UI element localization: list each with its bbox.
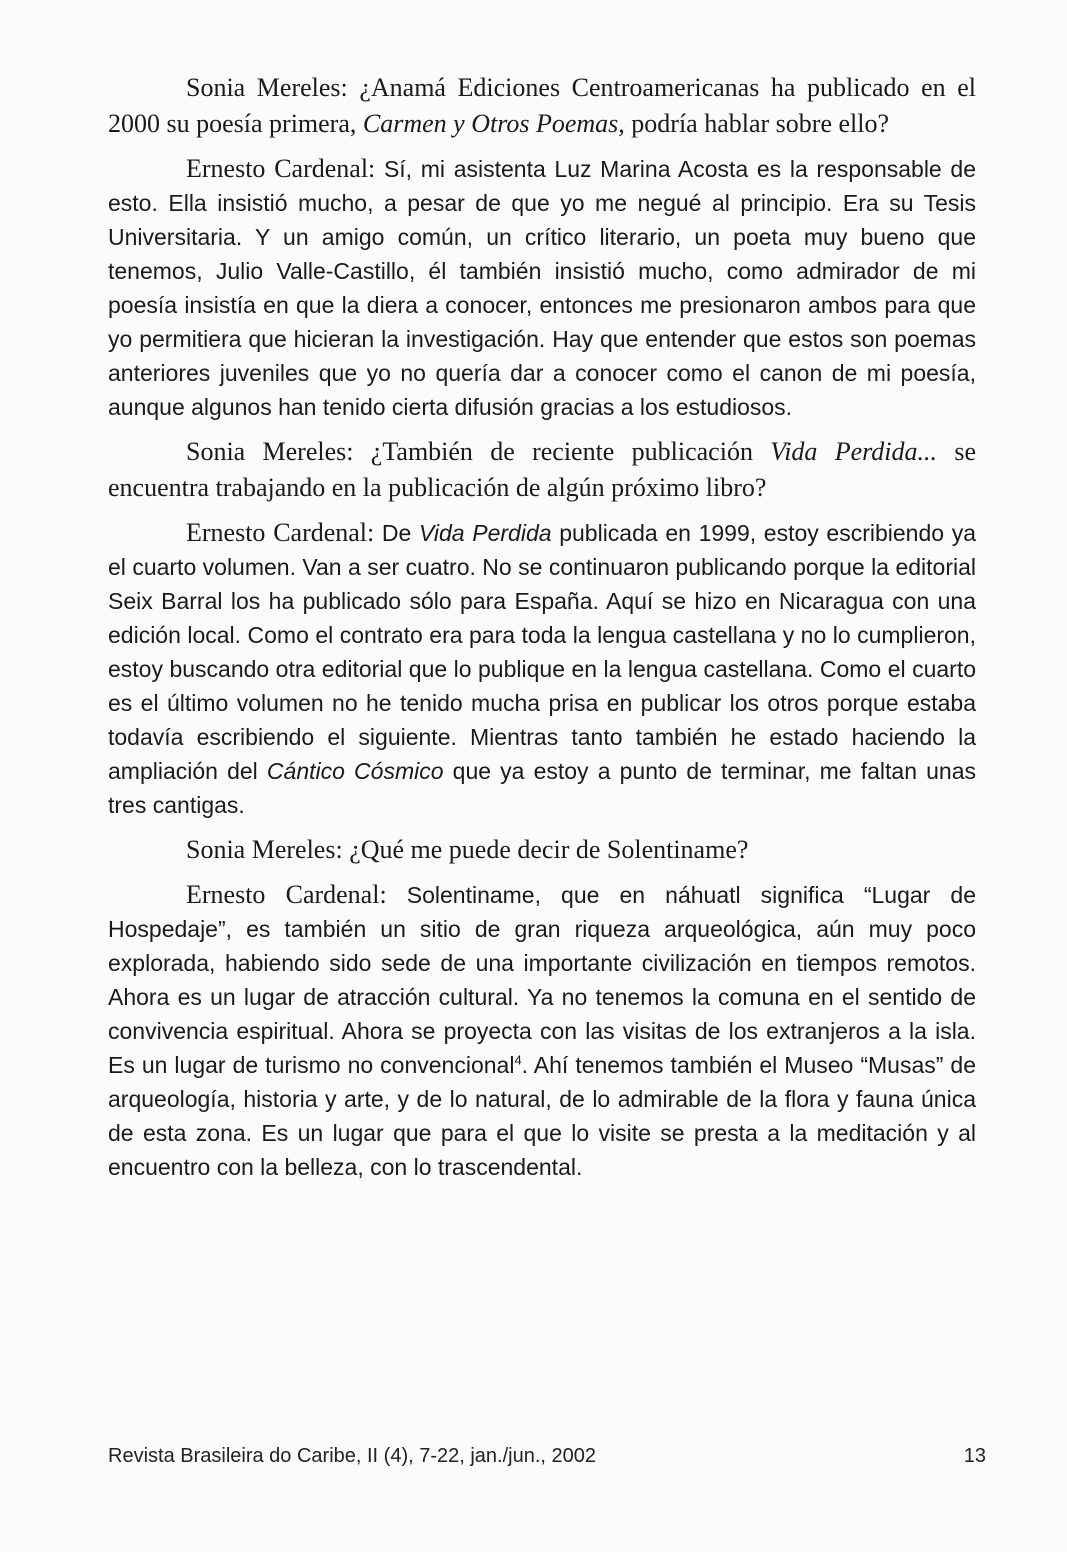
question-text: podría hablar sobre ello? — [624, 109, 890, 138]
speaker-name: Sonia Mereles: — [186, 73, 348, 102]
book-title: Cántico Cósmico — [266, 758, 444, 784]
answer-paragraph — [108, 516, 976, 822]
answer-paragraph — [108, 152, 976, 424]
page-footer — [108, 1445, 986, 1468]
book-title: Carmen y Otros Poemas, — [362, 109, 625, 138]
answer-text: De — [374, 520, 419, 546]
footnote-reference[interactable]: 4 — [514, 1052, 522, 1068]
question-paragraph — [108, 832, 976, 868]
speaker-name: Ernesto Cardenal: — [186, 154, 376, 183]
answer-text: que ya estoy a punto de terminar, me faltan unas tres cantigas. — [108, 758, 977, 818]
question-text: ¿También de reciente publicación — [353, 437, 771, 466]
answer-paragraph — [108, 878, 976, 1184]
speaker-name: Sonia Mereles: — [186, 437, 354, 466]
answer-text: Sí, mi asistenta Luz Marina Acosta es la responsable de esto. Ella insistió mucho, a pesar de que yo me negué al principio. Era su Tesis Universitaria. Y un amigo común, un crítico literario, un poeta muy bueno que tenemos, Julio Valle-Castillo, él también insistió mucho, como admirador de mi poesía insistía en que la diera a conocer, entonces me presionaron ambos para que yo permitiera que hicieran la investigación. Hay que entender que estos son poemas anteriores juveniles que yo no quería dar a conocer como el canon de mi poesía, aunque algunos han tenido cierta difusión gracias a los estudiosos. — [108, 156, 976, 420]
question-paragraph — [108, 434, 976, 506]
journal-citation: Revista Brasileira do Caribe, II (4), 7-22, jan./jun., 2002 — [108, 1445, 597, 1467]
speaker-name: Sonia Mereles: — [186, 835, 343, 864]
interview-text — [108, 70, 976, 1194]
question-text: se encuentra trabajando en la publicación de algún próximo libro? — [108, 437, 976, 502]
answer-text: Solentiname, que en náhuatl significa “Lugar de Hospedaje”, es también un sitio de gran riqueza arqueológica, aún muy poco explorada, habiendo sido sede de una importante civilización en tiempos remotos. Ahora es un lugar de atracción cultural. Ya no tenemos la comuna en el sentido de convivencia espiritual. Ahora se proyecta con las visitas de los extranjeros a la isla. Es un lugar de turismo no convencional — [108, 882, 976, 1078]
answer-text: publicada en 1999, estoy escribiendo ya el cuarto volumen. Van a ser cuatro. No se continuaron publicando porque la editorial Seix Barral los ha publicado sólo para España. Aquí se hizo en Nicaragua con una edición local. Como el contrato era para toda la lengua castellana y no lo cumplieron, estoy buscando otra editorial que lo publique en la lengua castellana. Como el cuarto es el último volumen no he tenido mucha prisa en publicar los otros porque estaba todavía escribiendo el siguiente. Mientras tanto también he estado haciendo la ampliación del — [108, 520, 976, 784]
question-paragraph — [108, 70, 976, 142]
book-title: Vida Perdida... — [770, 437, 938, 466]
question-text: ¿Anamá Ediciones Centroamericanas ha publicado en el 2000 su poesía primera, — [108, 73, 976, 138]
book-title: Vida Perdida — [418, 520, 552, 546]
answer-text: . Ahí tenemos también el Museo “Musas” de arqueología, historia y arte, y de lo natural, de lo admirable de la flora y fauna única de esta zona. Es un lugar que para el que lo visite se presta a la meditación y al encuentro con la belleza, con lo trascendental. — [108, 1052, 976, 1180]
speaker-name: Ernesto Cardenal: — [186, 880, 387, 909]
speaker-name: Ernesto Cardenal: — [186, 518, 375, 547]
question-text: ¿Qué me puede decir de Solentiname? — [342, 835, 749, 864]
page-number: 13 — [963, 1445, 986, 1467]
